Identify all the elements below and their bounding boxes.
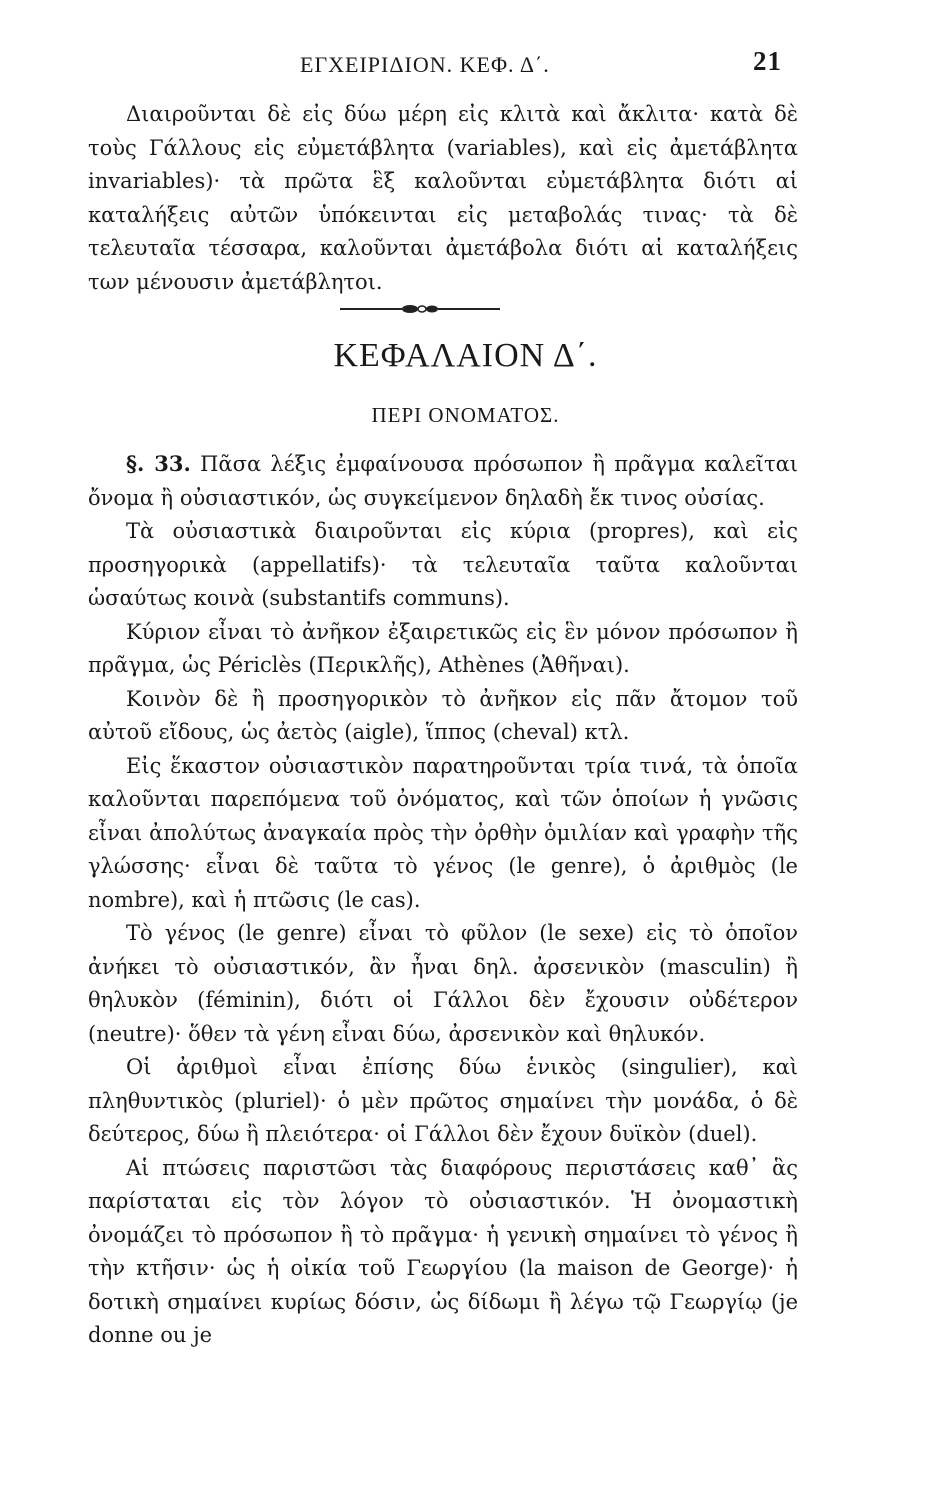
section-title: ΠΕΡΙ ΟΝΟΜΑΤΟΣ. <box>371 403 560 427</box>
paragraph-number: Οἱ ἀριθμοὶ εἶναι ἐπίσης δύω ἑνικὸς (singulier), καὶ πληθυντικὸς (pluriel)· ὁ μὲν πρῶτος σημαίνει τὴν μονάδα, ὁ δὲ δεύτερος, δύω ἢ πλειότερα· οἱ Γάλλοι δὲν ἔχουν δυϊκὸν (duel). <box>88 1055 798 1146</box>
paragraph-cases: Αἱ πτώσεις παριστῶσι τὰς διαφόρους περιστάσεις καθ᾽ ἃς παρίσταται εἰς τὸν λόγον τὸ οὐσιαστικόν. Ἡ ὀνομαστικὴ ὀνομάζει τὸ πρόσωπον ἢ τὸ πρᾶγμα· ἡ γενικὴ σημαίνει τὸ γένος ἢ τὴν κτῆσιν· ὡς ἡ οἰκία τοῦ Γεωργίου (la maison de George)· ἡ δοτικὴ σημαίνει κυρίως δόσιν, ὡς δίδωμι ἢ λέγω τῷ Γεωργίῳ (je donne ou je <box>88 1155 798 1347</box>
paragraph-accidents: Εἰς ἕκαστον οὐσιαστικὸν παρατηροῦνται τρία τινά, τὰ ὁποῖα καλοῦνται παρεπόμενα τοῦ ὀνόματος, καὶ τῶν ὁποίων ἡ γνῶσις εἶναι ἀπολύτως ἀναγκαία πρὸς τὴν ὀρθὴν ὁμιλίαν καὶ γραφὴν τῆς γλώσσης· εἶναι δὲ ταῦτα τὸ γένος (le genre), ὁ ἀριθμὸς (le nombre), καὶ ἡ πτῶσις (le cas). <box>88 753 798 912</box>
paragraph-proper-noun: Κύριον εἶναι τὸ ἀνῆκον ἐξαιρετικῶς εἰς ἓν μόνον πρόσωπον ἢ πρᾶγμα, ὡς Périclès (Περικλῆς), Athènes (Ἀθῆναι). <box>88 619 798 677</box>
section-33-paragraph <box>88 447 798 515</box>
page-number: 21 <box>753 46 782 76</box>
paragraph-common-noun: Κοινὸν δὲ ἢ προσηγορικὸν τὸ ἀνῆκον εἰς πᾶν ἄτομον τοῦ αὐτοῦ εἴδους, ὡς ἀετὸς (aigle), ἵππος (cheval) κτλ. <box>88 686 798 744</box>
section-number: §. 33. <box>126 451 191 476</box>
intro-paragraph: Διαιροῦνται δὲ εἰς δύω μέρη εἰς κλιτὰ καὶ ἄκλιτα· κατὰ δὲ τοὺς Γάλλους εἰς εὐμετάβλητα (variables), καὶ εἰς ἀμετάβλητα invariables)· τὰ πρῶτα ἓξ καλοῦνται εὐμετάβλητα διότι αἱ καταλήξεις αὐτῶν ὑπόκεινται εἰς μεταβολάς τινας· τὰ δὲ τελευταῖα τέσσαρα, καλοῦνται ἀμετάβολα διότι αἱ καταλήξεις των μένουσιν ἀμετάβλητοι. <box>88 102 798 294</box>
body-text <box>88 447 798 1353</box>
intro-block <box>88 98 798 299</box>
ornament-divider-icon <box>340 302 500 316</box>
paragraph-proper-common: Τὰ οὐσιαστικὰ διαιροῦνται εἰς κύρια (propres), καὶ εἰς προσηγορικὰ (appellatifs)· τὰ τελευταῖα ταῦτα καλοῦνται ὡσαύτως κοινὰ (substantifs communs). <box>88 519 798 610</box>
paragraph-gender: Τὸ γένος (le genre) εἶναι τὸ φῦλον (le sexe) εἰς τὸ ὁποῖον ἀνήκει τὸ οὐσιαστικόν, ἂν ἦναι δηλ. ἀρσενικὸν (masculin) ἢ θηλυκὸν (féminin), διότι οἱ Γάλλοι δὲν ἔχουσιν οὐδέτερον (neutre)· ὅθεν τὰ γένη εἶναι δύω, ἀρσενικὸν καὶ θηλυκόν. <box>88 921 798 1046</box>
running-title: ΕΓΧΕΙΡΙΔΙΟΝ. ΚΕΦ. Δ΄. <box>300 52 550 77</box>
section-33-text: Πᾶσα λέξις ἐμφαίνουσα πρόσωπον ἢ πρᾶγμα καλεῖται ὄνομα ἢ οὐσιαστικόν, ὡς συγκείμενον δηλαδὴ ἔκ τινος οὐσίας. <box>88 452 798 510</box>
chapter-heading: ΚΕΦΑΛΑΙΟΝ Δ΄. <box>333 337 598 374</box>
